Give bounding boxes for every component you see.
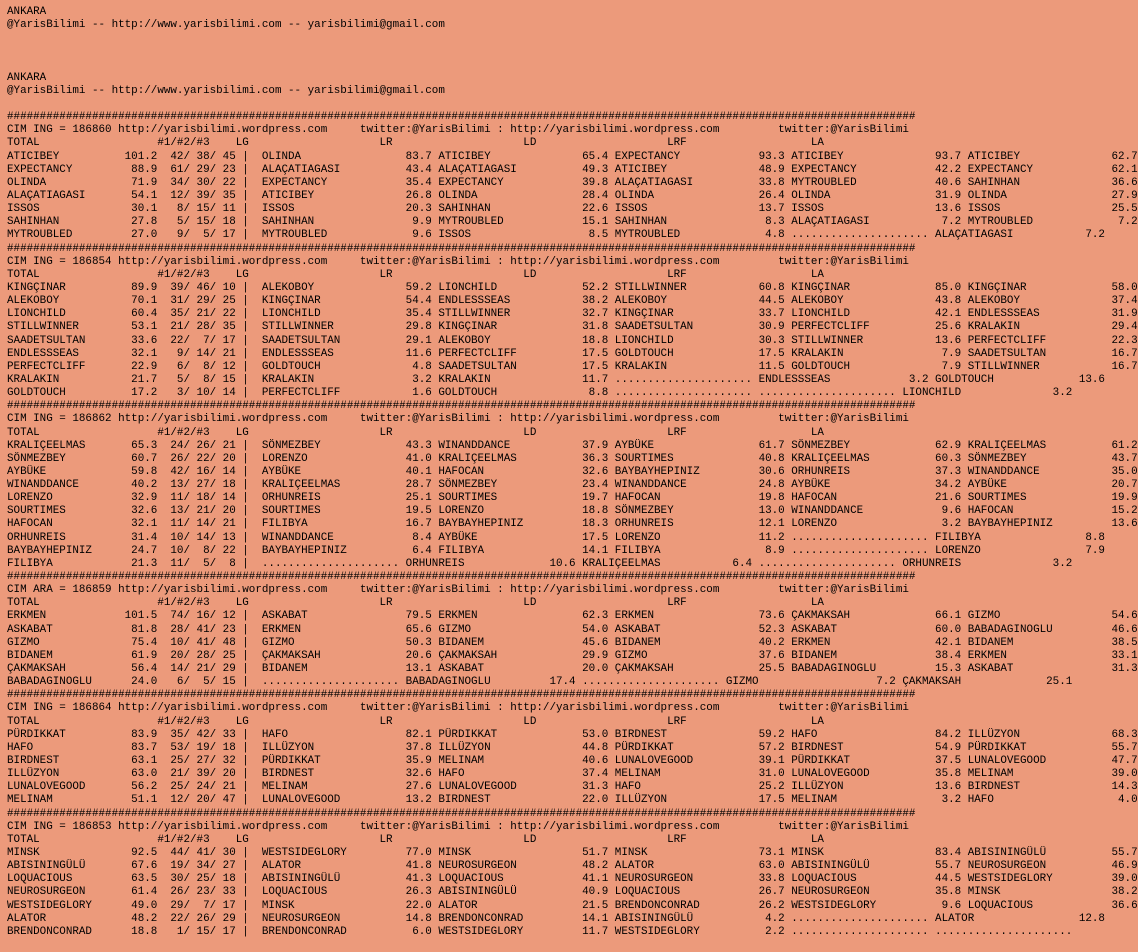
race-header: CIM ING = 186862 http://yarisbilimi.wordpress.com twitter:@YarisBilimi : http://yarisbilimi.wordpress.com twitter:@YarisBilimi [7, 413, 909, 426]
location-title: ANKARA [7, 6, 47, 18]
location-title: ANKARA [7, 71, 47, 84]
table-row: WESTSIDEGLORY 49.0 29/ 7/ 17 | MINSK 22.0 ALATOR 21.5 BRENDONCONRAD 26.2 WESTSIDEGLORY 9.6 LOQUACIOUS 36.6 [7, 899, 1138, 912]
column-headers: TOTAL #1/#2/#3 LG LR LD LRF LA [7, 597, 824, 610]
separator-line: ########################################################################################################################################### [7, 400, 916, 413]
table-row: WINANDDANCE 40.2 13/ 27/ 18 | KRALIÇEELMAS 28.7 SÖNMEZBEY 23.4 WINANDDANCE 24.8 AYBÜKE 34.2 AYBÜKE 20.7 [7, 479, 1138, 492]
table-row: SAHINHAN 27.8 5/ 15/ 18 | SAHINHAN 9.9 MYTROUBLED 15.1 SAHINHAN 8.3 ALAÇATIAGASI 7.2 MYTROUBLED 7.2 [7, 216, 1138, 229]
blank-line [7, 45, 1024, 58]
race-header: CIM ING = 186853 http://yarisbilimi.wordpress.com twitter:@YarisBilimi : http://yarisbilimi.wordpress.com twitter:@YarisBilimi [7, 820, 909, 833]
column-headers: TOTAL #1/#2/#3 LG LR LD LRF LA [7, 137, 824, 150]
table-row: GIZMO 75.4 10/ 41/ 48 | GIZMO 50.3 BIDANEM 45.6 BIDANEM 40.2 ERKMEN 42.1 BIDANEM 38.5 [7, 636, 1138, 649]
separator-line: ########################################################################################################################################### [7, 689, 916, 702]
table-row: KRALAKIN 21.7 5/ 8/ 15 | KRALAKIN 3.2 KRALAKIN 11.7 ..................... ENDLESSSEAS 3.2 GOLDTOUCH 13.6 [7, 373, 1105, 386]
table-row: ATICIBEY 101.2 42/ 38/ 45 | OLINDA 83.7 ATICIBEY 65.4 EXPECTANCY 93.3 ATICIBEY 93.7 ATICIBEY 62.7 [7, 150, 1138, 163]
table-row: FILIBYA 21.3 11/ 5/ 8 | ..................... ORHUNREIS 10.6 KRALIÇEELMAS 6.4 ..................... ORHUNREIS 3.2 [7, 557, 1073, 570]
table-row: LOQUACIOUS 63.5 30/ 25/ 18 | ABISININGÜLÜ 41.3 LOQUACIOUS 41.1 NEUROSURGEON 33.8 LOQUACIOUS 44.5 WESTSIDEGLORY 39.0 [7, 873, 1138, 886]
table-row: GOLDTOUCH 17.2 3/ 10/ 14 | PERFECTCLIFF 1.6 GOLDTOUCH 8.8 ..................... ..................... LIONCHILD 3.2 [7, 387, 1073, 400]
separator-line: ########################################################################################################################################### [7, 111, 916, 124]
table-row: BAYBAYHEPINIZ 24.7 10/ 8/ 22 | BAYBAYHEPINIZ 6.4 FILIBYA 14.1 FILIBYA 8.9 ..................... LORENZO 7.9 [7, 544, 1105, 557]
table-row: LUNALOVEGOOD 56.2 25/ 24/ 21 | MELINAM 27.6 LUNALOVEGOOD 31.3 HAFO 25.2 ILLÜZYON 13.6 BIRDNEST 14.3 [7, 781, 1138, 794]
race-header: CIM ING = 186860 http://yarisbilimi.wordpress.com twitter:@YarisBilimi : http://yarisbilimi.wordpress.com twitter:@YarisBilimi [7, 124, 909, 137]
table-row: ASKABAT 81.8 28/ 41/ 23 | ERKMEN 65.6 GIZMO 54.0 ASKABAT 52.3 ASKABAT 60.0 BABADAGINOGLU 46.6 [7, 623, 1138, 636]
table-row: HAFO 83.7 53/ 19/ 18 | ILLÜZYON 37.8 ILLÜZYON 44.8 PÜRDIKKAT 57.2 BIRDNEST 54.9 PÜRDIKKAT 55.7 [7, 741, 1138, 754]
table-row: SAADETSULTAN 33.6 22/ 7/ 17 | SAADETSULTAN 29.1 ALEKOBOY 18.8 LIONCHILD 30.3 STILLWINNER 13.6 PERFECTCLIFF 22.3 [7, 334, 1138, 347]
table-row: NEUROSURGEON 61.4 26/ 23/ 33 | LOQUACIOUS 26.3 ABISININGÜLÜ 40.9 LOQUACIOUS 26.7 NEUROSURGEON 35.8 MINSK 38.2 [7, 886, 1138, 899]
table-row: ALAÇATIAGASI 54.1 12/ 39/ 35 | ATICIBEY 26.8 OLINDA 28.4 OLINDA 26.4 OLINDA 31.9 OLINDA 27.9 [7, 189, 1138, 202]
column-headers: TOTAL #1/#2/#3 LG LR LD LRF LA [7, 715, 824, 728]
table-row: PERFECTCLIFF 22.9 6/ 8/ 12 | GOLDTOUCH 4.8 SAADETSULTAN 17.5 KRALAKIN 11.5 GOLDTOUCH 7.9 STILLWINNER 16.7 [7, 360, 1138, 373]
table-row: MELINAM 51.1 12/ 20/ 47 | LUNALOVEGOOD 13.2 BIRDNEST 22.0 ILLÜZYON 17.5 MELINAM 3.2 HAFO 4.0 [7, 794, 1138, 807]
table-row: KRALIÇEELMAS 65.3 24/ 26/ 21 | SÖNMEZBEY 43.3 WINANDDANCE 37.9 AYBÜKE 61.7 SÖNMEZBEY 62.9 KRALIÇEELMAS 61.2 [7, 439, 1138, 452]
table-row: BIDANEM 61.9 20/ 28/ 25 | ÇAKMAKSAH 20.6 ÇAKMAKSAH 29.9 GIZMO 37.6 BIDANEM 38.4 ERKMEN 33.1 [7, 649, 1138, 662]
table-row: BIRDNEST 63.1 25/ 27/ 32 | PÜRDIKKAT 35.9 MELINAM 40.6 LUNALOVEGOOD 39.1 PÜRDIKKAT 37.5 LUNALOVEGOOD 47.7 [7, 755, 1138, 768]
table-row: ÇAKMAKSAH 56.4 14/ 21/ 29 | BIDANEM 13.1 ASKABAT 20.0 ÇAKMAKSAH 25.5 BABADAGINOGLU 15.3 ASKABAT 31.3 [7, 663, 1138, 676]
table-row: ORHUNREIS 31.4 10/ 14/ 13 | WINANDDANCE 8.4 AYBÜKE 17.5 LORENZO 11.2 ..................... FILIBYA 8.8 [7, 531, 1105, 544]
separator-line: ########################################################################################################################################### [7, 807, 916, 820]
blank-line [7, 59, 1024, 72]
table-row: KINGÇINAR 89.9 39/ 46/ 10 | ALEKOBOY 59.2 LIONCHILD 52.2 STILLWINNER 60.8 KINGÇINAR 85.0 KINGÇINAR 58.0 [7, 281, 1138, 294]
table-row: LIONCHILD 60.4 35/ 21/ 22 | LIONCHILD 35.4 STILLWINNER 32.7 KINGÇINAR 33.7 LIONCHILD 42.1 ENDLESSSEAS 31.9 [7, 308, 1138, 321]
column-headers: TOTAL #1/#2/#3 LG LR LD LRF LA [7, 833, 824, 846]
table-row: ENDLESSSEAS 32.1 9/ 14/ 21 | ENDLESSSEAS 11.6 PERFECTCLIFF 17.5 GOLDTOUCH 17.5 KRALAKIN 7.9 SAADETSULTAN 16.7 [7, 347, 1138, 360]
blank-line [7, 32, 1024, 45]
table-row: SOURTIMES 32.6 13/ 21/ 20 | SOURTIMES 19.5 LORENZO 18.8 SÖNMEZBEY 13.0 WINANDDANCE 9.6 HAFOCAN 15.2 [7, 505, 1138, 518]
table-row: HAFOCAN 32.1 11/ 14/ 21 | FILIBYA 16.7 BAYBAYHEPINIZ 18.3 ORHUNREIS 12.1 LORENZO 3.2 BAYBAYHEPINIZ 13.6 [7, 518, 1138, 531]
table-row: ERKMEN 101.5 74/ 16/ 12 | ASKABAT 79.5 ERKMEN 62.3 ERKMEN 73.6 ÇAKMAKSAH 66.1 GIZMO 54.6 [7, 610, 1138, 623]
table-row: ILLÜZYON 63.0 21/ 39/ 20 | BIRDNEST 32.6 HAFO 37.4 MELINAM 31.0 LUNALOVEGOOD 35.8 MELINAM 39.0 [7, 768, 1138, 781]
table-row: ABISININGÜLÜ 67.6 19/ 34/ 27 | ALATOR 41.8 NEUROSURGEON 48.2 ALATOR 63.0 ABISININGÜLÜ 55.7 NEUROSURGEON 46.9 [7, 860, 1138, 873]
table-row: PÜRDIKKAT 83.9 35/ 42/ 33 | HAFO 82.1 PÜRDIKKAT 53.0 BIRDNEST 59.2 HAFO 84.2 ILLÜZYON 68.3 [7, 728, 1138, 741]
table-row: SÖNMEZBEY 60.7 26/ 22/ 20 | LORENZO 41.0 KRALIÇEELMAS 36.3 SOURTIMES 40.8 KRALIÇEELMAS 60.3 SÖNMEZBEY 43.7 [7, 452, 1138, 465]
blank-line [7, 98, 1024, 111]
table-row: MINSK 92.5 44/ 41/ 30 | WESTSIDEGLORY 77.0 MINSK 51.7 MINSK 73.1 MINSK 83.4 ABISININGÜLÜ 55.7 [7, 847, 1138, 859]
contact-line: @YarisBilimi -- http://www.yarisbilimi.com -- yarisbilimi@gmail.com [7, 19, 445, 32]
separator-line: ########################################################################################################################################### [7, 571, 916, 584]
table-row: ALATOR 48.2 22/ 26/ 29 | NEUROSURGEON 14.8 BRENDONCONRAD 14.1 ABISININGÜLÜ 4.2 ..................... ALATOR 12.8 [7, 912, 1105, 925]
table-row: OLINDA 71.9 34/ 30/ 22 | EXPECTANCY 35.4 EXPECTANCY 39.8 ALAÇATIAGASI 33.8 MYTROUBLED 40.6 SAHINHAN 36.6 [7, 176, 1138, 189]
table-row: AYBÜKE 59.8 42/ 16/ 14 | AYBÜKE 40.1 HAFOCAN 32.6 BAYBAYHEPINIZ 30.6 ORHUNREIS 37.3 WINANDDANCE 35.0 [7, 465, 1138, 478]
table-row: BRENDONCONRAD 18.8 1/ 15/ 17 | BRENDONCONRAD 6.0 WESTSIDEGLORY 11.7 WESTSIDEGLORY 2.2 ..................... ..................... [7, 925, 1073, 938]
table-row: STILLWINNER 53.1 21/ 28/ 35 | STILLWINNER 29.8 KINGÇINAR 31.8 SAADETSULTAN 30.9 PERFECTCLIFF 25.6 KRALAKIN 29.4 [7, 321, 1138, 334]
table-row: MYTROUBLED 27.0 9/ 5/ 17 | MYTROUBLED 9.6 ISSOS 8.5 MYTROUBLED 4.8 ..................... ALAÇATIAGASI 7.2 [7, 229, 1105, 242]
race-header: CIM ING = 186854 http://yarisbilimi.wordpress.com twitter:@YarisBilimi : http://yarisbilimi.wordpress.com twitter:@YarisBilimi [7, 255, 909, 268]
race-header: CIM ARA = 186859 http://yarisbilimi.wordpress.com twitter:@YarisBilimi : http://yarisbilimi.wordpress.com twitter:@YarisBilimi [7, 584, 909, 597]
column-headers: TOTAL #1/#2/#3 LG LR LD LRF LA [7, 426, 824, 439]
contact-line: @YarisBilimi -- http://www.yarisbilimi.com -- yarisbilimi@gmail.com [7, 84, 445, 97]
race-header: CIM ING = 186864 http://yarisbilimi.wordpress.com twitter:@YarisBilimi : http://yarisbilimi.wordpress.com twitter:@YarisBilimi [7, 702, 909, 715]
table-row: LORENZO 32.9 11/ 18/ 14 | ORHUNREIS 25.1 SOURTIMES 19.7 HAFOCAN 19.8 HAFOCAN 21.6 SOURTIMES 19.9 [7, 492, 1138, 505]
separator-line: ########################################################################################################################################### [7, 242, 916, 255]
table-row: BABADAGINOGLU 24.0 6/ 5/ 15 | ..................... BABADAGINOGLU 17.4 ..................... GIZMO 7.2 ÇAKMAKSAH 25.1 [7, 676, 1073, 689]
table-row: ALEKOBOY 70.1 31/ 29/ 25 | KINGÇINAR 54.4 ENDLESSSEAS 38.2 ALEKOBOY 44.5 ALEKOBOY 43.8 ALEKOBOY 37.4 [7, 295, 1138, 308]
table-row: ISSOS 30.1 8/ 15/ 11 | ISSOS 20.3 SAHINHAN 22.6 ISSOS 13.7 ISSOS 13.6 ISSOS 25.5 [7, 203, 1138, 216]
column-headers: TOTAL #1/#2/#3 LG LR LD LRF LA [7, 268, 824, 281]
table-row: EXPECTANCY 88.9 61/ 29/ 23 | ALAÇATIAGASI 43.4 ALAÇATIAGASI 49.3 ATICIBEY 48.9 EXPECTANCY 42.2 EXPECTANCY 62.1 [7, 163, 1138, 176]
